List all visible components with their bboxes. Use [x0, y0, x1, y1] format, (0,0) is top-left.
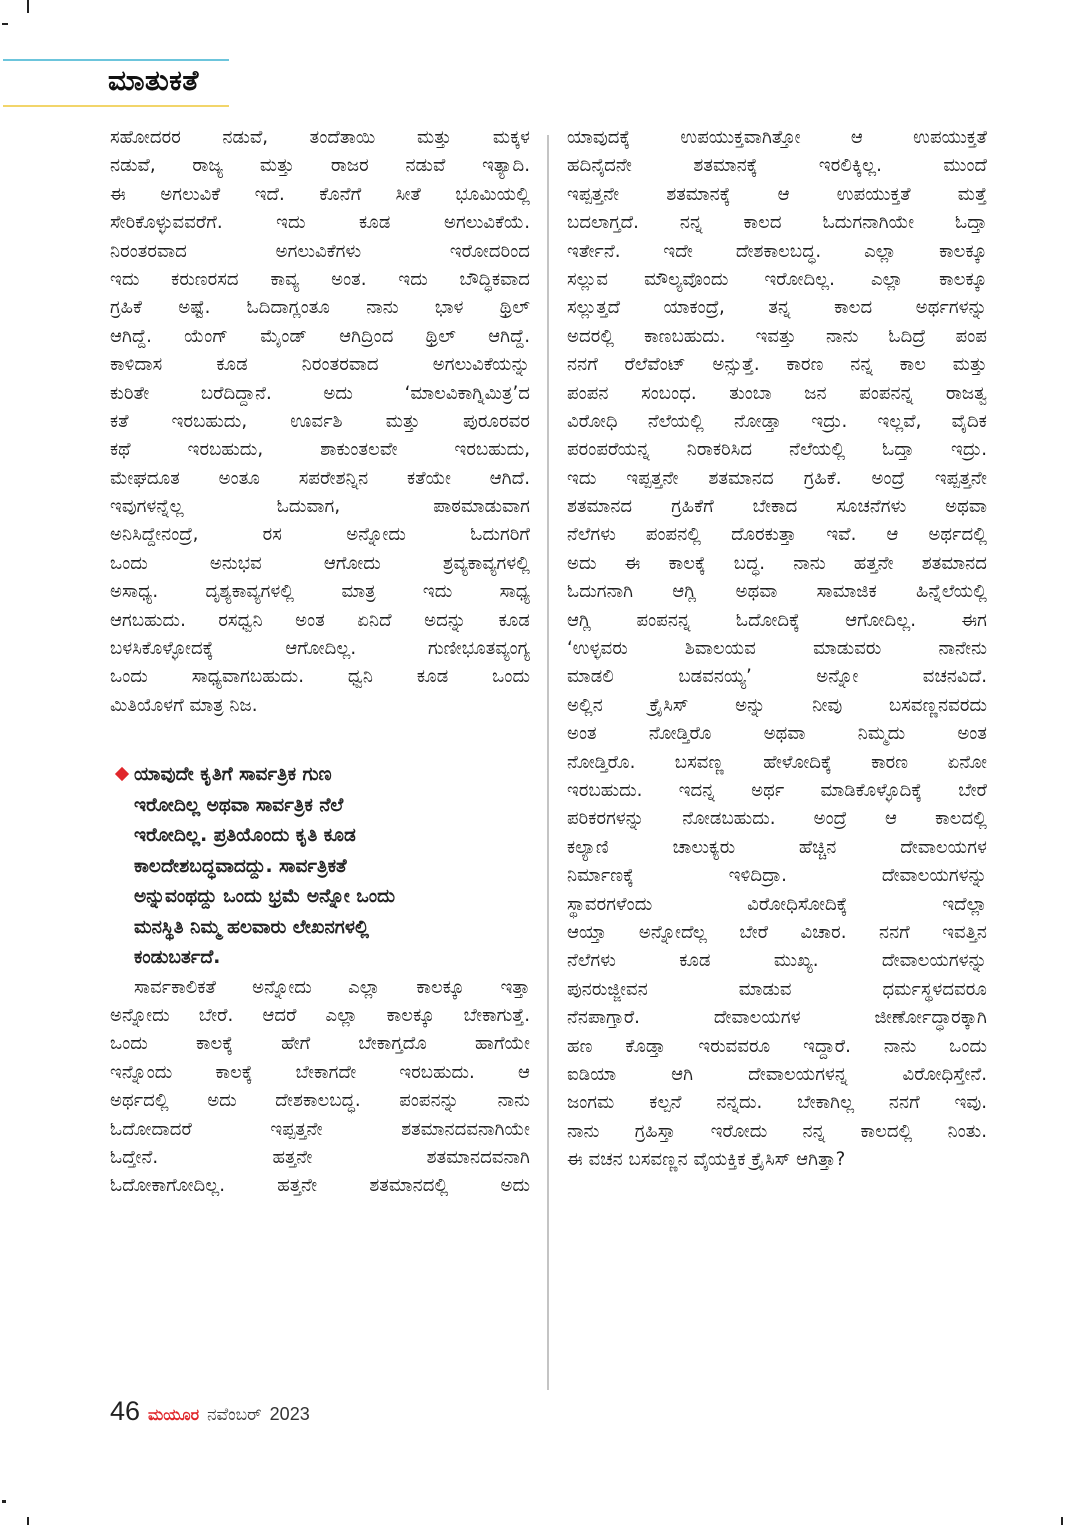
text-line: ಇದು ಇಪ್ಪತ್ತನೇ ಶತಮಾನದ ಗ್ರಹಿಕೆ. ಅಂದ್ರೆ ಇಪ್ಪತ್ತನೇ: [567, 467, 987, 489]
text-line: ಆಗಬಹುದು. ರಸಧ್ವನಿ ಅಂತ ಏನಿದೆ ಅದನ್ನು ಕೂಡ: [110, 609, 530, 631]
text-line: ನಿರ್ಮಾಣಕ್ಕೆ ಇಳಿದಿದ್ರಾ. ದೇವಾಲಯಗಳನ್ನು: [567, 865, 987, 887]
left-column: [110, 124, 530, 1201]
text-line: ಬದಲಾಗ್ತದೆ. ನನ್ನ ಕಾಲದ ಓದುಗನಾಗಿಯೇ ಓದ್ತಾ: [567, 212, 987, 234]
text-line: ಸ್ಥಾವರಗಳೆಂದು ವಿರೋಧಿಸೋದಿಕ್ಕೆ ಇದೆಲ್ಲಾ: [567, 893, 987, 915]
crop-mark-top-left: [27, 0, 29, 13]
text-line: ನೆಲೆಗಳು ಕೂಡ ಮುಖ್ಯ. ದೇವಾಲಯಗಳನ್ನು: [567, 950, 987, 972]
column-divider: [547, 135, 549, 1390]
crop-mark-bottom-left: [27, 1517, 29, 1525]
text-line: ಪುನರುಜ್ಜೀವನ ಮಾಡುವ ಧರ್ಮಸ್ಥಳದವರೂ: [567, 978, 987, 1000]
text-line: ವಿರೋಧಿ ನೆಲೆಯಲ್ಲಿ ನೋಡ್ತಾ ಇದ್ರು. ಇಲ್ಲವೆ, ವೈದಿಕ: [567, 410, 987, 432]
text-line: ಸಲ್ಲುತ್ತದೆ ಯಾಕಂದ್ರೆ, ತನ್ನ ಕಾಲದ ಅರ್ಥಗಳನ್ನು: [567, 297, 987, 319]
section-title: ಮಾತುಕತೆ: [108, 64, 199, 97]
text-line: ಯಾವುದಕ್ಕೆ ಉಪಯುಕ್ತವಾಗಿತ್ತೋ ಆ ಉಪಯುಕ್ತತೆ: [567, 127, 987, 148]
text-line: ಕಂಡುಬರ್ತದೆ.: [134, 947, 221, 969]
text-line: ಅಸಾಧ್ಯ. ದೃಶ್ಯಕಾವ್ಯಗಳಲ್ಲಿ ಮಾತ್ರ ಇದು ಸಾಧ್ಯ: [110, 581, 530, 603]
page-number: 46: [110, 1396, 141, 1426]
text-line: ಕಲ್ಯಾಣಿ ಚಾಲುಕ್ಯರು ಹೆಚ್ಚಿನ ದೇವಾಲಯಗಳ: [567, 836, 987, 858]
text-line: ಈ ಅಗಲುವಿಕೆ ಇದೆ. ಕೊನೆಗೆ ಸೀತೆ ಭೂಮಿಯಲ್ಲಿ: [110, 183, 530, 205]
header-bottom-rule: [3, 105, 229, 107]
text-line: ಆಯ್ತಾ ಅನ್ನೋದೆಲ್ಲ ಬೇರೆ ವಿಚಾರ. ನನಗೆ ಇವತ್ತಿನ: [567, 921, 987, 943]
issue-year: 2023: [269, 1404, 310, 1424]
text-line: ಪಂಪನ ಸಂಬಂಧ. ತುಂಬಾ ಜನ ಪಂಪನನ್ನ ರಾಜತ್ವ: [567, 382, 987, 404]
magazine-name: ಮಯೂರ: [148, 1405, 200, 1424]
text-line: ಓದ್ತೇನೆ. ಹತ್ತನೇ ಶತಮಾನದವನಾಗಿ: [110, 1147, 530, 1169]
text-line: ಪರಿಕರಗಳನ್ನು ನೋಡಬಹುದು. ಅಂದ್ರೆ ಆ ಕಾಲದಲ್ಲಿ: [567, 808, 987, 830]
text-line: ಶತಮಾನದ ಗ್ರಹಿಕೆಗೆ ಬೇಕಾದ ಸೂಚನೆಗಳು ಅಥವಾ: [567, 496, 987, 518]
text-line: ಗ್ರಹಿಕೆ ಅಷ್ಟೆ. ಓದಿದಾಗ್ಲಂತೂ ನಾನು ಭಾಳ ಥ್ರಿಲ್: [110, 297, 530, 319]
text-line: ಮಾಡಲಿ ಬಡವನಯ್ಯ’ ಅನ್ನೋ ವಚನವಿದೆ.: [567, 666, 987, 688]
text-line: ಒಂದು ಕಾಲಕ್ಕೆ ಹೇಗೆ ಬೇಕಾಗ್ತದೊ ಹಾಗೆಯೇ: [110, 1033, 530, 1055]
text-line: ಇನ್ನೊಂದು ಕಾಲಕ್ಕೆ ಬೇಕಾಗದೇ ಇರಬಹುದು. ಆ: [110, 1061, 530, 1083]
interview-answer-continued: [567, 124, 987, 1174]
text-line: ಇರೋದಿಲ್ಲ. ಪ್ರತಿಯೊಂದು ಕೃತಿ ಕೂಡ: [134, 825, 356, 847]
text-line: ಓದುಗನಾಗಿ ಆಗ್ಲಿ ಅಥವಾ ಸಾಮಾಜಿಕ ಹಿನ್ನೆಲೆಯಲ್ಲಿ: [567, 581, 987, 603]
text-line: ಇದು ಕರುಣರಸದ ಕಾವ್ಯ ಅಂತ. ಇದು ಬೌದ್ಧಿಕವಾದ: [110, 268, 530, 290]
text-line: ನೆನಪಾಗ್ತಾರೆ. ದೇವಾಲಯಗಳ ಜೀರ್ಣೋದ್ಧಾರಕ್ಕಾಗಿ: [567, 1007, 987, 1029]
text-line: ನಡುವೆ, ರಾಜ್ಯ ಮತ್ತು ರಾಜರ ನಡುವೆ ಇತ್ಯಾದಿ.: [110, 155, 530, 177]
text-line: ನಿರಂತರವಾದ ಅಗಲುವಿಕೆಗಳು ಇರೋದರಿಂದ: [110, 240, 530, 262]
crop-mark-left-bottom: [2, 1500, 6, 1503]
text-line: ಇಪ್ಪತ್ತನೇ ಶತಮಾನಕ್ಕೆ ಆ ಉಪಯುಕ್ತತೆ ಮತ್ತೆ: [567, 183, 987, 205]
text-line: ಇರಬಹುದು. ಇದನ್ನ ಅರ್ಥ ಮಾಡಿಕೊಳ್ಳೊದಿಕ್ಕೆ ಬೇರೆ: [567, 779, 987, 801]
right-column: [567, 124, 987, 1174]
text-line: ಅನ್ನೋದು ಬೇರೆ. ಆದರೆ ಎಲ್ಲಾ ಕಾಲಕ್ಕೂ ಬೇಕಾಗುತ್ತೆ.: [110, 1005, 530, 1027]
text-line: ನೋಡ್ತಿರೊ. ಬಸವಣ್ಣ ಹೇಳೋದಿಕ್ಕೆ ಕಾರಣ ಏನೋ: [567, 751, 987, 773]
text-line: ನಾನು ಗ್ರಹಿಸ್ತಾ ಇರೋದು ನನ್ನ ಕಾಲದಲ್ಲಿ ನಿಂತು.: [567, 1120, 987, 1142]
paragraph-spacer: [110, 720, 530, 760]
text-line: ಐಡಿಯಾ ಆಗಿ ದೇವಾಲಯಗಳನ್ನ ವಿರೋಧಿಸ್ತೇನೆ.: [567, 1063, 987, 1085]
text-line: ಇರೋದಿಲ್ಲ ಅಥವಾ ಸಾರ್ವತ್ರಿಕ ನೆಲೆ: [134, 794, 344, 816]
text-line: ಇರ್ತೇನೆ. ಇದೇ ದೇಶಕಾಲಬದ್ಧ. ಎಲ್ಲಾ ಕಾಲಕ್ಕೂ: [567, 240, 987, 262]
text-line: ಸಲ್ಲುವ ಮೌಲ್ಯವೊಂದು ಇರೋದಿಲ್ಲ. ಎಲ್ಲಾ ಕಾಲಕ್ಕೂ: [567, 268, 987, 290]
text-line: ಸಹೋದರರ ನಡುವೆ, ತಂದೆತಾಯಿ ಮತ್ತು ಮಕ್ಕಳ: [110, 127, 530, 148]
text-line: ಕಾಲದೇಶಬದ್ಧವಾದದ್ದು. ಸಾರ್ವತ್ರಿಕತೆ: [134, 855, 347, 877]
text-line: ಕುರಿತೇ ಬರೆದಿದ್ದಾನೆ. ಅದು ‘ಮಾಲವಿಕಾಗ್ನಿಮಿತ್ರ’ದ: [110, 382, 530, 404]
crop-mark-left-top: [2, 23, 8, 25]
text-line: ಓದೋಕಾಗೋದಿಲ್ಲ. ಹತ್ತನೇ ಶತಮಾನದಲ್ಲಿ ಅದು: [110, 1175, 530, 1197]
text-line: ಒಂದು ಅನುಭವ ಆಗೋದು ಶ್ರವ್ಯಕಾವ್ಯಗಳಲ್ಲಿ: [110, 552, 530, 574]
text-line: ಅಲ್ಲಿನ ಕ್ರೈಸಿಸ್ ಅನ್ನು ನೀವು ಬಸವಣ್ಣನವರದು: [567, 694, 987, 716]
text-line: ಈ ವಚನ ಬಸವಣ್ಣನ ವೈಯಕ್ತಿಕ ಕ್ರೈಸಿಸ್ ಆಗಿತ್ತಾ?: [567, 1149, 846, 1171]
text-line: ಸಾರ್ವಕಾಲಿಕತೆ ಅನ್ನೋದು ಎಲ್ಲಾ ಕಾಲಕ್ಕೂ ಇತ್ತಾ: [134, 976, 530, 998]
text-line: ಆಗ್ಲಿ ಪಂಪನನ್ನ ಓದೋದಿಕ್ಕೆ ಆಗೋದಿಲ್ಲ. ಈಗ: [567, 609, 987, 631]
text-line: ಅದರಲ್ಲಿ ಕಾಣಬಹುದು. ಇವತ್ತು ನಾನು ಓದಿದ್ರೆ ಪಂಪ: [567, 325, 987, 347]
text-line: ನನಗೆ ರೆಲೆವೆಂಟ್ ಅನ್ಸುತ್ತೆ. ಕಾರಣ ನನ್ನ ಕಾಲ ಮತ್ತು: [567, 354, 987, 376]
text-line: ಯಾವುದೇ ಕೃತಿಗೆ ಸಾರ್ವತ್ರಿಕ ಗುಣ: [134, 764, 332, 786]
interview-question: [110, 760, 530, 974]
text-line: ಸೇರಿಕೊಳ್ಳುವವರೆಗೆ. ಇದು ಕೂಡ ಅಗಲುವಿಕೆಯೆ.: [110, 212, 530, 234]
text-line: ಕಾಳಿದಾಸ ಕೂಡ ನಿರಂತರವಾದ ಅಗಲುವಿಕೆಯನ್ನು: [110, 354, 530, 376]
interview-answer-paragraph-1: [110, 124, 530, 720]
text-line: ನೆಲೆಗಳು ಪಂಪನಲ್ಲಿ ದೊರಕುತ್ತಾ ಇವೆ. ಆ ಅರ್ಥದಲ್ಲಿ: [567, 524, 987, 546]
page-footer: [110, 1396, 310, 1427]
text-line: ಅನ್ನುವಂಥದ್ದು ಒಂದು ಭ್ರಮೆ ಅನ್ನೋ ಒಂದು: [134, 886, 396, 908]
text-line: ಅನಿಸಿದ್ದೇನಂದ್ರೆ, ರಸ ಅನ್ನೋದು ಓದುಗರಿಗೆ: [110, 524, 530, 546]
text-line: ಅದು ಈ ಕಾಲಕ್ಕೆ ಬದ್ಧ. ನಾನು ಹತ್ತನೇ ಶತಮಾನದ: [567, 552, 987, 574]
text-line: ಮಿತಿಯೊಳಗೆ ಮಾತ್ರ ನಿಜ.: [110, 694, 258, 716]
text-line: ಕಥೆ ಇರಬಹುದು, ಶಾಕುಂತಲವೇ ಇರಬಹುದು,: [110, 439, 530, 461]
crop-mark-bottom-right: [1061, 1517, 1063, 1525]
text-line: ಕತೆ ಇರಬಹುದು, ಊರ್ವಶಿ ಮತ್ತು ಪುರೂರವರ: [110, 410, 530, 432]
text-line: ಒಂದು ಸಾಧ್ಯವಾಗಬಹುದು. ಧ್ವನಿ ಕೂಡ ಒಂದು: [110, 666, 530, 688]
text-line: ಬಳಸಿಕೊಳ್ಳೋದಕ್ಕೆ ಆಗೋದಿಲ್ಲ. ಗುಣೀಭೂತವ್ಯಂಗ್ಯ: [110, 638, 530, 660]
text-line: ಇವುಗಳನ್ನೆಲ್ಲ ಓದುವಾಗ, ಪಾಠಮಾಡುವಾಗ: [110, 496, 530, 518]
text-line: ಆಗಿದ್ದೆ. ಯೆಂಗ್ ಮೈಂಡ್ ಆಗಿದ್ರಿಂದ ಥ್ರಿಲ್ ಆಗಿದ್ದೆ.: [110, 325, 530, 347]
text-line: ಪರಂಪರೆಯನ್ನ ನಿರಾಕರಿಸಿದ ನೆಲೆಯಲ್ಲಿ ಓದ್ತಾ ಇದ್ರು.: [567, 439, 987, 461]
text-line: ಅಂತ ನೋಡ್ತಿರೊ ಅಥವಾ ನಿಮ್ಮದು ಅಂತ: [567, 723, 987, 745]
red-diamond-bullet-icon: [115, 767, 129, 781]
header-top-rule: [3, 59, 229, 61]
interview-answer-paragraph-2: [110, 974, 530, 1201]
text-line: ಹದಿನೈದನೇ ಶತಮಾನಕ್ಕೆ ಇರಲಿಕ್ಕಿಲ್ಲ. ಮುಂದೆ: [567, 155, 987, 177]
text-line: ಮೇಘದೂತ ಅಂತೂ ಸಪರೇಶನ್ನಿನ ಕತೆಯೇ ಆಗಿದೆ.: [110, 467, 530, 489]
text-line: ಅರ್ಥದಲ್ಲಿ ಅದು ದೇಶಕಾಲಬದ್ಧ. ಪಂಪನನ್ನು ನಾನು: [110, 1090, 530, 1112]
text-line: ‘ಉಳ್ಳವರು ಶಿವಾಲಯವ ಮಾಡುವರು ನಾನೇನು: [567, 638, 987, 660]
issue-month: ನವೆಂಬರ್: [207, 1405, 262, 1425]
question-text: [134, 760, 530, 974]
text-line: ಹಣ ಕೊಡ್ತಾ ಇರುವವರೂ ಇದ್ದಾರೆ. ನಾನು ಒಂದು: [567, 1035, 987, 1057]
text-line: ಜಂಗಮ ಕಲ್ಪನೆ ನನ್ನದು. ಬೇಕಾಗಿಲ್ಲ ನನಗೆ ಇವು.: [567, 1092, 987, 1114]
text-line: ಮನಸ್ಥಿತಿ ನಿಮ್ಮ ಹಲವಾರು ಲೇಖನಗಳಲ್ಲಿ: [134, 916, 370, 938]
text-line: ಓದೋದಾದರೆ ಇಪ್ಪತ್ತನೇ ಶತಮಾನದವನಾಗಿಯೇ: [110, 1118, 530, 1140]
